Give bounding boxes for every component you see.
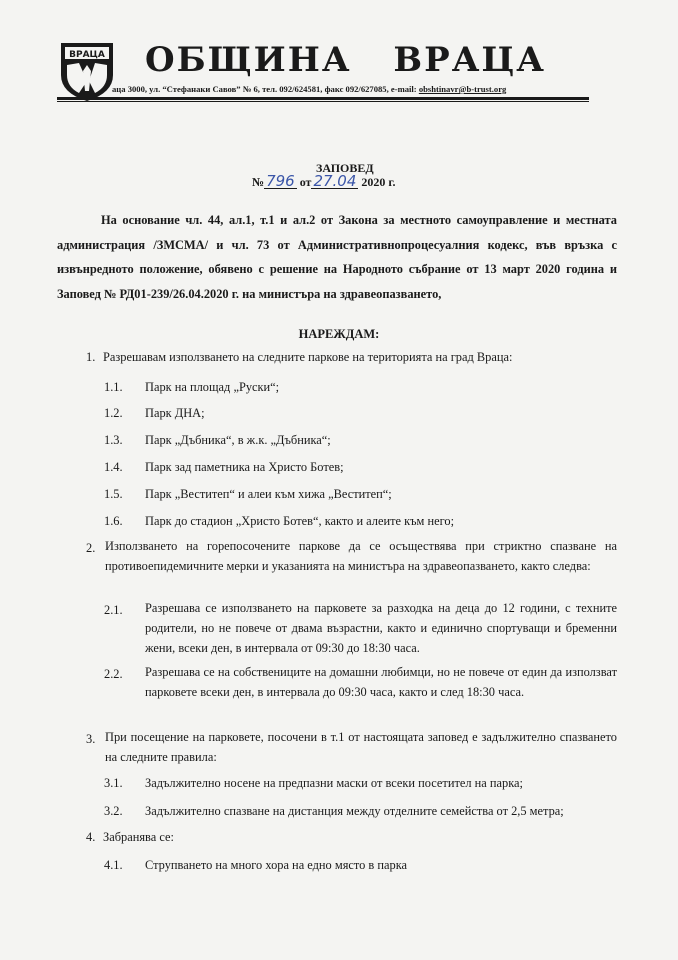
order-date-handwritten: 27.04 <box>313 172 357 190</box>
item-number: 4. <box>86 830 96 844</box>
subitem-number: 1.5. <box>104 487 123 501</box>
subitem-text: Задължително носене на предпазни маски от всеки посетител на парка; <box>145 776 523 790</box>
subitem-text: Разрешава се използването на парковете за разходка на деца до 12 години, с техните родители, но не повече от двама възрастни, както и единично спортуващи и бременни жени, всеки ден, в интервала от 09:30 до 18:30 часа. <box>145 601 617 655</box>
order-number-line <box>252 174 396 190</box>
address-text: аца 3000, ул. “Стефанаки Савов” № 6, тел. 092/624581, факс 092/627085, e-mail: <box>112 84 417 94</box>
order-date-label: от <box>299 175 312 189</box>
order-number-handwritten: 796 <box>266 172 295 190</box>
decree-heading: НАРЕЖДАМ: <box>298 327 380 341</box>
preamble-paragraph: На основание чл. 44, ал.1, т.1 и ал.2 от Закона за местното самоуправление и местната администрация /ЗМСМА/ и чл. 73 от Административнопроцесуалния кодекс, във връзка с извънредното положение, обявено с решение на Народното събрание от 13 март 2020 година и Заповед № РД01-239/26.04.2020 г. на министъра на здравеопазването, <box>57 213 617 301</box>
subitem-text: Парк на площад „Руски“; <box>145 380 280 394</box>
item-number: 1. <box>86 350 96 364</box>
order-year: 2020 г. <box>361 175 396 189</box>
subitem-number: 1.3. <box>104 433 123 447</box>
subitem-number: 4.1. <box>104 858 123 872</box>
subitem-number: 1.6. <box>104 514 123 528</box>
list-item-text: Използването на горепосочените паркове да се осъществява при стриктно спазване на противоепидемичните мерки и указанията на министъра на здравеопазването, както следва: <box>105 539 617 573</box>
list-item-text: Забранява се: <box>103 830 174 844</box>
subitem-text: Струпването на много хора на едно място в парка <box>145 858 408 872</box>
subitem-number: 3.1. <box>104 776 123 790</box>
subitem-text: Парк до стадион „Христо Ботев“, както и алеите към него; <box>145 514 455 528</box>
subitem-text: Парк „Веститеп“ и алеи към хижа „Веститеп“; <box>145 487 392 501</box>
item-number: 3. <box>86 732 96 746</box>
address-line <box>112 84 506 94</box>
subitem-text: Парк ДНА; <box>145 406 205 420</box>
subitem-text: Парк „Дъбника“, в ж.к. „Дъбника“; <box>145 433 331 447</box>
municipality-title: ОБЩИНА ВРАЦА <box>145 40 546 80</box>
list-item-text: При посещение на парковете, посочени в т.1 от настоящата заповед е задължително спазването на следните правила: <box>105 730 617 764</box>
svg-text:ВРАЦА: ВРАЦА <box>69 50 105 60</box>
subitem-number: 1.4. <box>104 460 123 474</box>
item-number: 2. <box>86 541 96 555</box>
subitem-number: 1.1. <box>104 380 123 394</box>
email-link[interactable]: obshtinavr@b-trust.org <box>418 84 507 94</box>
vratsa-coat-of-arms-logo <box>59 41 115 103</box>
subitem-number: 2.1. <box>104 603 123 617</box>
subitem-number: 2.2. <box>104 667 123 681</box>
order-no-label: № <box>252 175 265 189</box>
header-rule <box>57 97 589 100</box>
subitem-text: Разрешава се на собствениците на домашни любимци, но не повече от един да използват парковете всеки ден, в интервала до 09:30 часа, както и след 18:30 часа. <box>145 665 617 699</box>
subitem-number: 1.2. <box>104 406 123 420</box>
subitem-text: Задължително спазване на дистанция между отделните семейства от 2,5 метра; <box>145 804 564 818</box>
subitem-number: 3.2. <box>104 804 123 818</box>
subitem-text: Парк зад паметника на Христо Ботев; <box>145 460 344 474</box>
order-title: ЗАПОВЕД <box>316 161 374 175</box>
list-item-text: Разрешавам използването на следните паркове на територията на град Враца: <box>103 350 513 364</box>
header-rule-thin <box>57 101 589 102</box>
